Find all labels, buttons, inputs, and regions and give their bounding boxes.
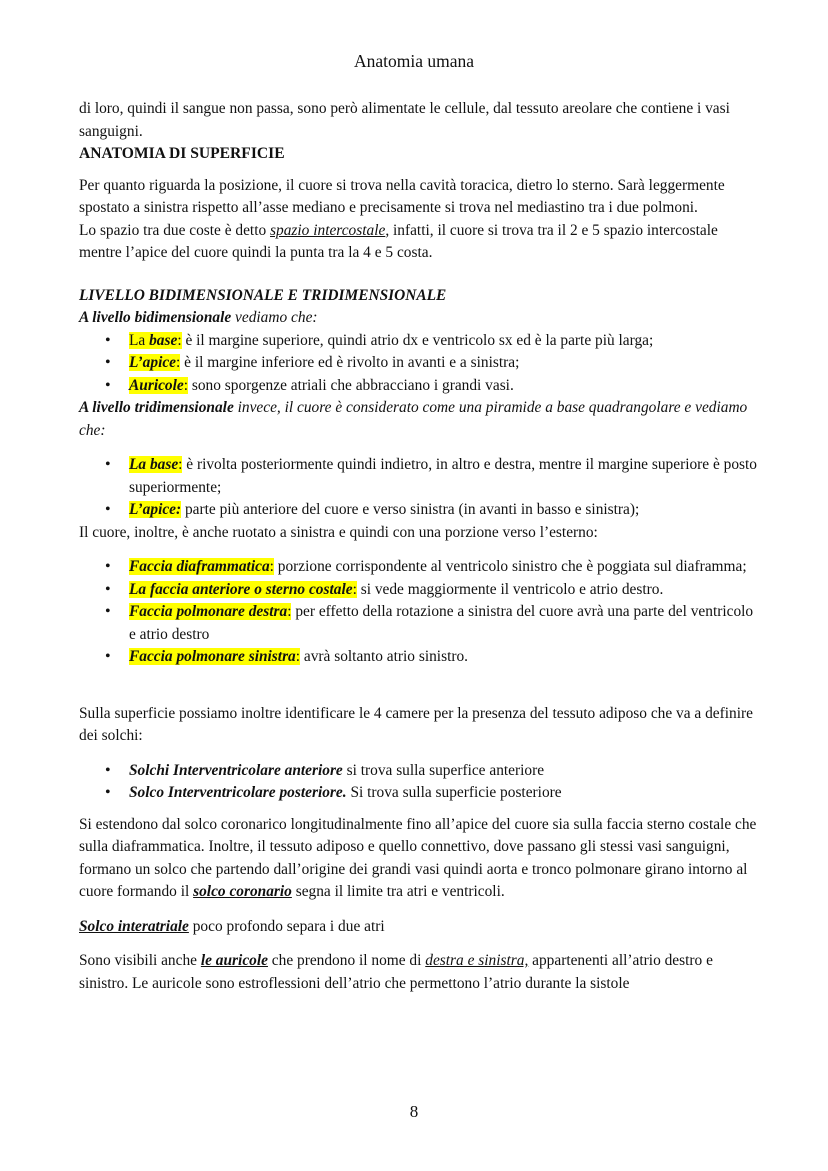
term-le-auricole: le auricole — [200, 952, 268, 969]
auricole-paragraph — [79, 950, 759, 995]
bidim-bold: A livello bidimensionale — [79, 309, 232, 326]
text: segna il limite tra atri e ventricoli. — [291, 883, 505, 900]
text: Lo spazio tra due coste è detto — [79, 221, 271, 239]
heading-anatomia-di-superficie: ANATOMIA DI SUPERFICIE — [79, 145, 285, 162]
heading-livello: LIVELLO BIDIMENSIONALE E TRIDIMENSIONALE — [79, 286, 447, 304]
colon: : — [177, 331, 182, 349]
highlight — [129, 377, 188, 394]
tridim-intro — [79, 397, 759, 442]
term: L’apice: — [129, 501, 182, 518]
term: Faccia polmonare destra — [129, 603, 288, 620]
colon: : — [269, 558, 274, 575]
colon: : — [176, 354, 181, 371]
list-item — [129, 352, 759, 375]
text: Sono visibili anche — [79, 952, 201, 969]
page-header-title: Anatomia umana — [353, 51, 475, 71]
term: Faccia polmonare sinistra — [129, 648, 296, 665]
faces-list — [79, 556, 759, 669]
list-item — [129, 760, 759, 783]
term: Solco Interventricolare posteriore. — [129, 784, 347, 801]
text: che prendono il nome di — [267, 952, 426, 969]
list-item — [129, 330, 759, 353]
term: La base — [129, 456, 179, 473]
term: La faccia anteriore o sterno costale — [129, 580, 353, 598]
term-solco-coronario: solco coronario — [193, 883, 292, 900]
term: Auricole — [129, 376, 184, 394]
item-text: avrà soltanto atrio sinistro. — [300, 648, 469, 665]
term-spazio-intercostale: spazio intercostale — [270, 221, 386, 239]
colon: : — [295, 648, 301, 665]
term: Faccia diaframmatica — [129, 558, 270, 575]
document-body — [79, 98, 759, 995]
colon: : — [287, 603, 292, 620]
rotation-paragraph: Il cuore, inoltre, è anche ruotato a sinistra e quindi con una porzione verso l’esterno: — [79, 523, 598, 541]
colon: : — [352, 580, 357, 598]
text: appartenenti all’atrio destro e sinistro. Le auricole sono estroflessioni dell’atrio che permettono l’atrio durante la sistole — [79, 952, 713, 992]
item-text: si vede maggiormente il ventricolo e atrio destro. — [356, 580, 664, 598]
term: L’apice — [129, 354, 177, 371]
position-paragraph: Per quanto riguarda la posizione, il cuore si trova nella cavità toracica, dietro lo sterno. Sarà leggermente spostato a sinistra rispetto all’asse mediano e precisamente si trova nel mediastino tra i due polmoni. — [79, 176, 725, 216]
list-item — [129, 499, 759, 522]
solchi-list — [79, 760, 759, 805]
list-item — [129, 375, 759, 398]
term: Solchi Interventricolare anteriore — [129, 761, 343, 779]
intercostal-paragraph — [79, 220, 759, 265]
item-text: per effetto della rotazione a sinistra del cuore avrà una parte del ventricolo e atrio destro — [129, 603, 754, 643]
colon: : — [178, 456, 183, 473]
term-destra-sinistra: destra e sinistra, — [425, 952, 529, 969]
bidim-list — [79, 330, 759, 398]
solchi-intro: Sulla superficie possiamo inoltre identificare le 4 camere per la presenza del tessuto adiposo che va a definire dei solchi: — [79, 704, 753, 744]
term-solco-interatriale: Solco interatriale — [79, 917, 189, 935]
item-text: è il margine inferiore ed è rivolto in avanti e a sinistra; — [180, 354, 520, 371]
colon: : — [183, 376, 189, 394]
bidim-intro — [79, 307, 759, 330]
term-prefix: La — [129, 331, 150, 349]
item-text: è il margine superiore, quindi atrio dx e ventricolo sx ed è la parte più larga; — [181, 331, 654, 349]
page-number: 8 — [409, 1102, 419, 1121]
list-item — [129, 454, 759, 499]
tridim-rest: invece, il cuore è considerato come una piramide a base quadrangolare e vediamo che: — [79, 399, 748, 439]
text: Si estendono dal solco coronarico longitudinalmente fino all’apice del cuore sia sulla faccia sterno costale che sulla diaframmatica. Inoltre, il tessuto adiposo e quello connettivo, dove passano gli stessi vasi sanguigni, formano un solco che partendo dall’origine dei grandi vasi quindi aorta e tronco polmonare girano intorno al cuore formando il — [79, 815, 757, 900]
tridim-bold: A livello tridimensionale — [79, 399, 234, 416]
text: , infatti, il cuore si trova tra il 2 e 5 spazio intercostale mentre l’apice del cuore quindi la punta tra la 4 e 5 costa. — [79, 221, 718, 261]
intro-paragraph: di loro, quindi il sangue non passa, sono però alimentate le cellule, dal tessuto areolare che contiene i vasi sanguigni. — [79, 100, 730, 140]
solco-coronario-paragraph — [79, 814, 759, 904]
tridim-list — [79, 454, 759, 522]
item-text: Si trova sulla superficie posteriore — [346, 784, 562, 801]
list-item — [129, 601, 759, 646]
item-text: è rivolta posteriormente quindi indietro, in altro e destra, mentre il margine superiore è posto superiormente; — [129, 456, 758, 496]
highlight — [129, 354, 180, 371]
item-text: sono sporgenze atriali che abbracciano i grandi vasi. — [188, 376, 514, 394]
item-text: parte più anteriore del cuore e verso sinistra (in avanti in basso e sinistra); — [181, 501, 640, 518]
term: base — [149, 331, 178, 349]
highlight — [129, 332, 182, 349]
list-item — [129, 646, 759, 669]
solco-interatriale-paragraph — [79, 916, 759, 939]
text: poco profondo separa i due atri — [188, 917, 385, 935]
item-text: si trova sulla superfice anteriore — [342, 761, 545, 779]
item-text: porzione corrispondente al ventricolo sinistro che è poggiata sul diaframma; — [273, 558, 747, 575]
list-item — [129, 579, 759, 602]
list-item — [129, 556, 759, 579]
bidim-rest: vediamo che: — [231, 309, 318, 326]
list-item — [129, 782, 759, 805]
